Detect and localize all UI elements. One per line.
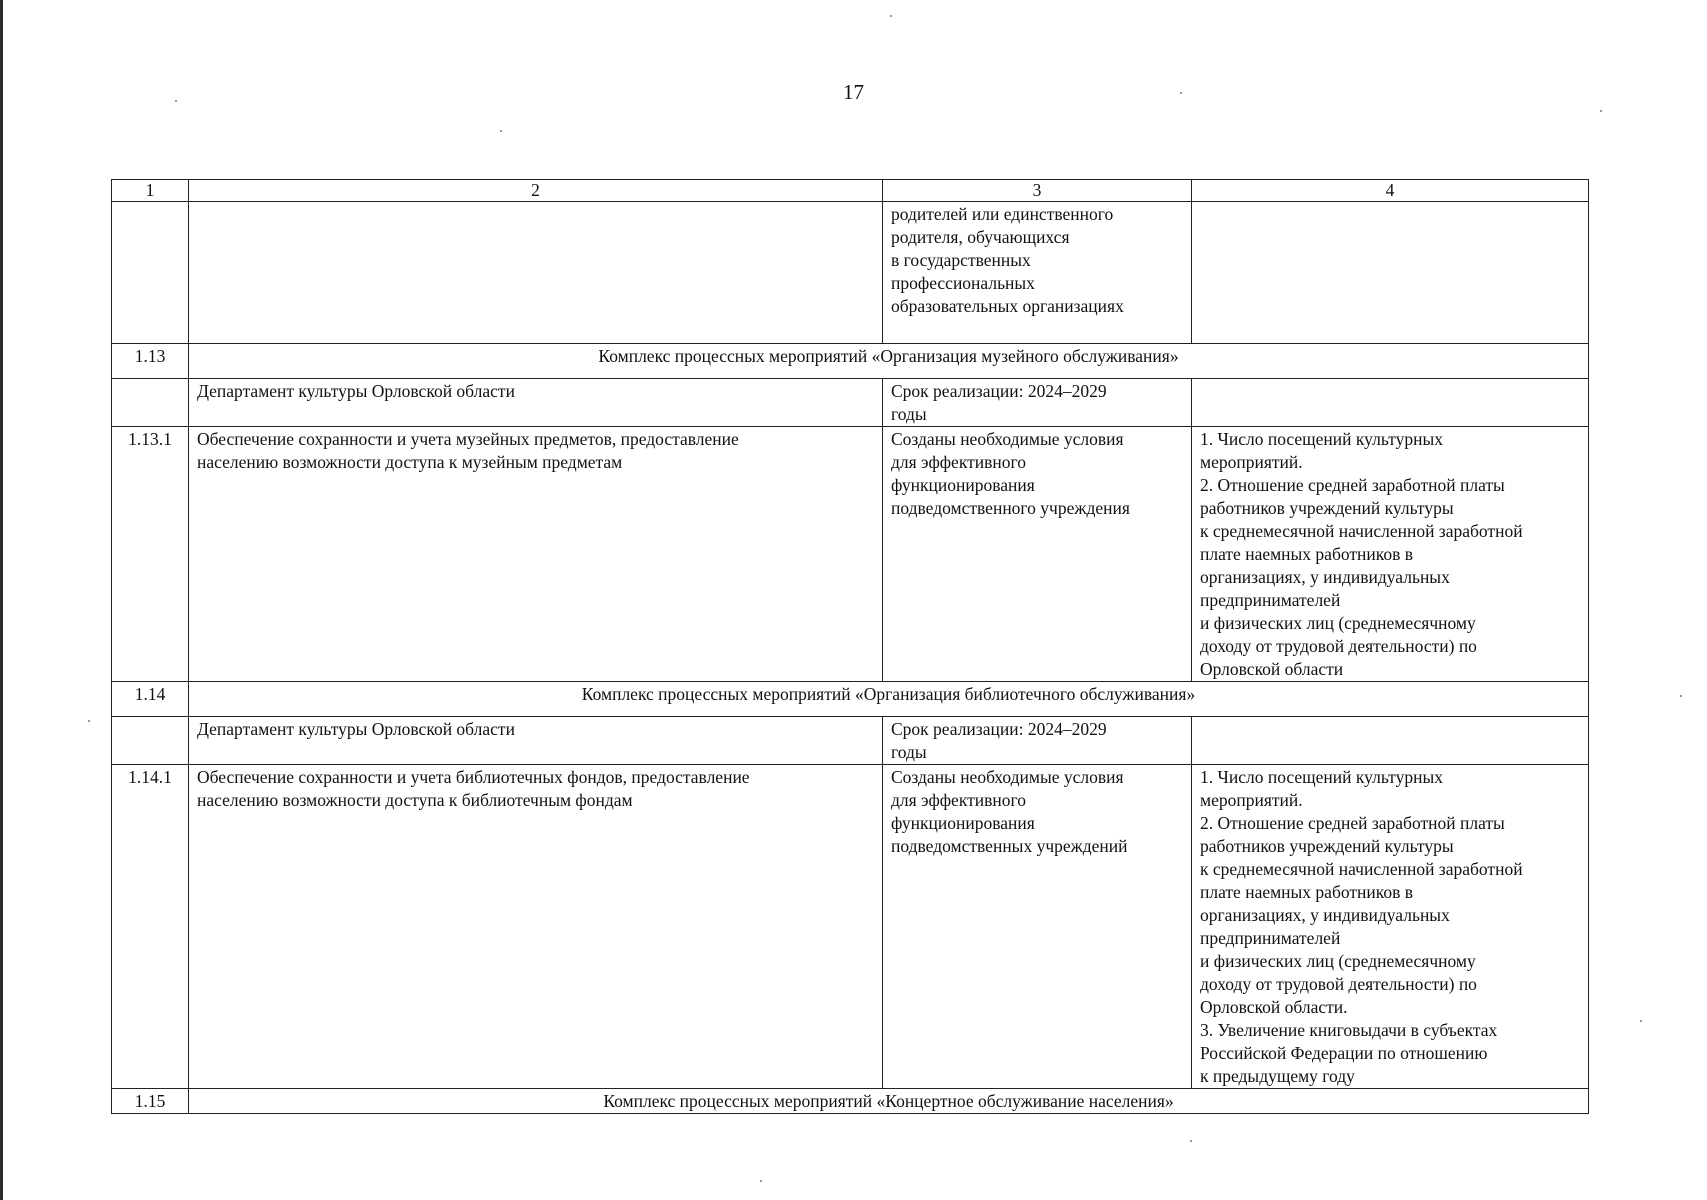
implementation-term: Срок реализации: 2024–2029 годы: [883, 717, 1192, 765]
section-row-1-15: [112, 1089, 1589, 1114]
scan-speck: [175, 100, 177, 102]
header-col-3: 3: [883, 180, 1192, 202]
responsible-department: Департамент культуры Орловской области: [189, 379, 883, 427]
item-indicators: 1. Число посещений культурных мероприятий. 2. Отношение средней заработной платы работников учреждений культуры к среднемесячной начисленной заработной плате наемных работников в организациях, у индивидуальных предпринимателей и физических лиц (среднемесячному доходу от трудовой деятельности) по Орловской области: [1192, 427, 1589, 682]
scan-speck: [760, 1180, 762, 1182]
cell-indicators-empty: [1192, 379, 1589, 427]
section-number: 1.15: [112, 1089, 189, 1114]
header-col-1: 1: [112, 180, 189, 202]
cell-effect-continued: родителей или единственного родителя, обучающихся в государственных профессиональных образовательных организациях: [883, 202, 1192, 344]
table-row-continued: [112, 202, 1589, 344]
responsible-row-1-13: [112, 379, 1589, 427]
item-indicators: 1. Число посещений культурных мероприятий. 2. Отношение средней заработной платы работников учреждений культуры к среднемесячной начисленной заработной плате наемных работников в организациях, у индивидуальных предпринимателей и физических лиц (среднемесячному доходу от трудовой деятельности) по Орловской области. 3. Увеличение книговыдачи в субъектах Российской Федерации по отношению к предыдущему году: [1192, 765, 1589, 1089]
scan-speck: [1640, 1020, 1642, 1022]
cell-num-empty: [112, 379, 189, 427]
section-row-1-14: [112, 682, 1589, 717]
cell-num-empty: [112, 202, 189, 344]
item-row-1-13-1: [112, 427, 1589, 682]
table-header-row: [112, 180, 1589, 202]
header-col-2: 2: [189, 180, 883, 202]
program-table: [111, 179, 1589, 1114]
scan-left-edge: [0, 0, 3, 1200]
item-task: Обеспечение сохранности и учета библиотечных фондов, предоставление населению возможности доступа к библиотечным фондам: [189, 765, 883, 1089]
scan-speck: [1180, 92, 1182, 94]
scan-speck: [890, 15, 892, 17]
cell-indicators-empty: [1192, 202, 1589, 344]
scan-speck: [500, 130, 502, 132]
scan-speck: [1600, 110, 1602, 112]
item-effect: Созданы необходимые условия для эффективного функционирования подведомственных учреждений: [883, 765, 1192, 1089]
responsible-row-1-14: [112, 717, 1589, 765]
section-number: 1.14: [112, 682, 189, 717]
item-number: 1.13.1: [112, 427, 189, 682]
item-row-1-14-1: [112, 765, 1589, 1089]
section-title: Комплекс процессных мероприятий «Организация музейного обслуживания»: [189, 344, 1589, 379]
cell-indicators-empty: [1192, 717, 1589, 765]
scan-speck: [1680, 695, 1682, 697]
responsible-department: Департамент культуры Орловской области: [189, 717, 883, 765]
implementation-term: Срок реализации: 2024–2029 годы: [883, 379, 1192, 427]
section-number: 1.13: [112, 344, 189, 379]
section-row-1-13: [112, 344, 1589, 379]
header-col-4: 4: [1192, 180, 1589, 202]
cell-num-empty: [112, 717, 189, 765]
item-number: 1.14.1: [112, 765, 189, 1089]
item-effect: Созданы необходимые условия для эффективного функционирования подведомственного учреждения: [883, 427, 1192, 682]
section-title: Комплекс процессных мероприятий «Организация библиотечного обслуживания»: [189, 682, 1589, 717]
scan-speck: [88, 720, 90, 722]
page-number: 17: [843, 80, 864, 104]
item-task: Обеспечение сохранности и учета музейных предметов, предоставление населению возможности доступа к музейным предметам: [189, 427, 883, 682]
scan-speck: [1190, 1140, 1192, 1142]
section-title: Комплекс процессных мероприятий «Концертное обслуживание населения»: [189, 1089, 1589, 1114]
cell-task-empty: [189, 202, 883, 344]
